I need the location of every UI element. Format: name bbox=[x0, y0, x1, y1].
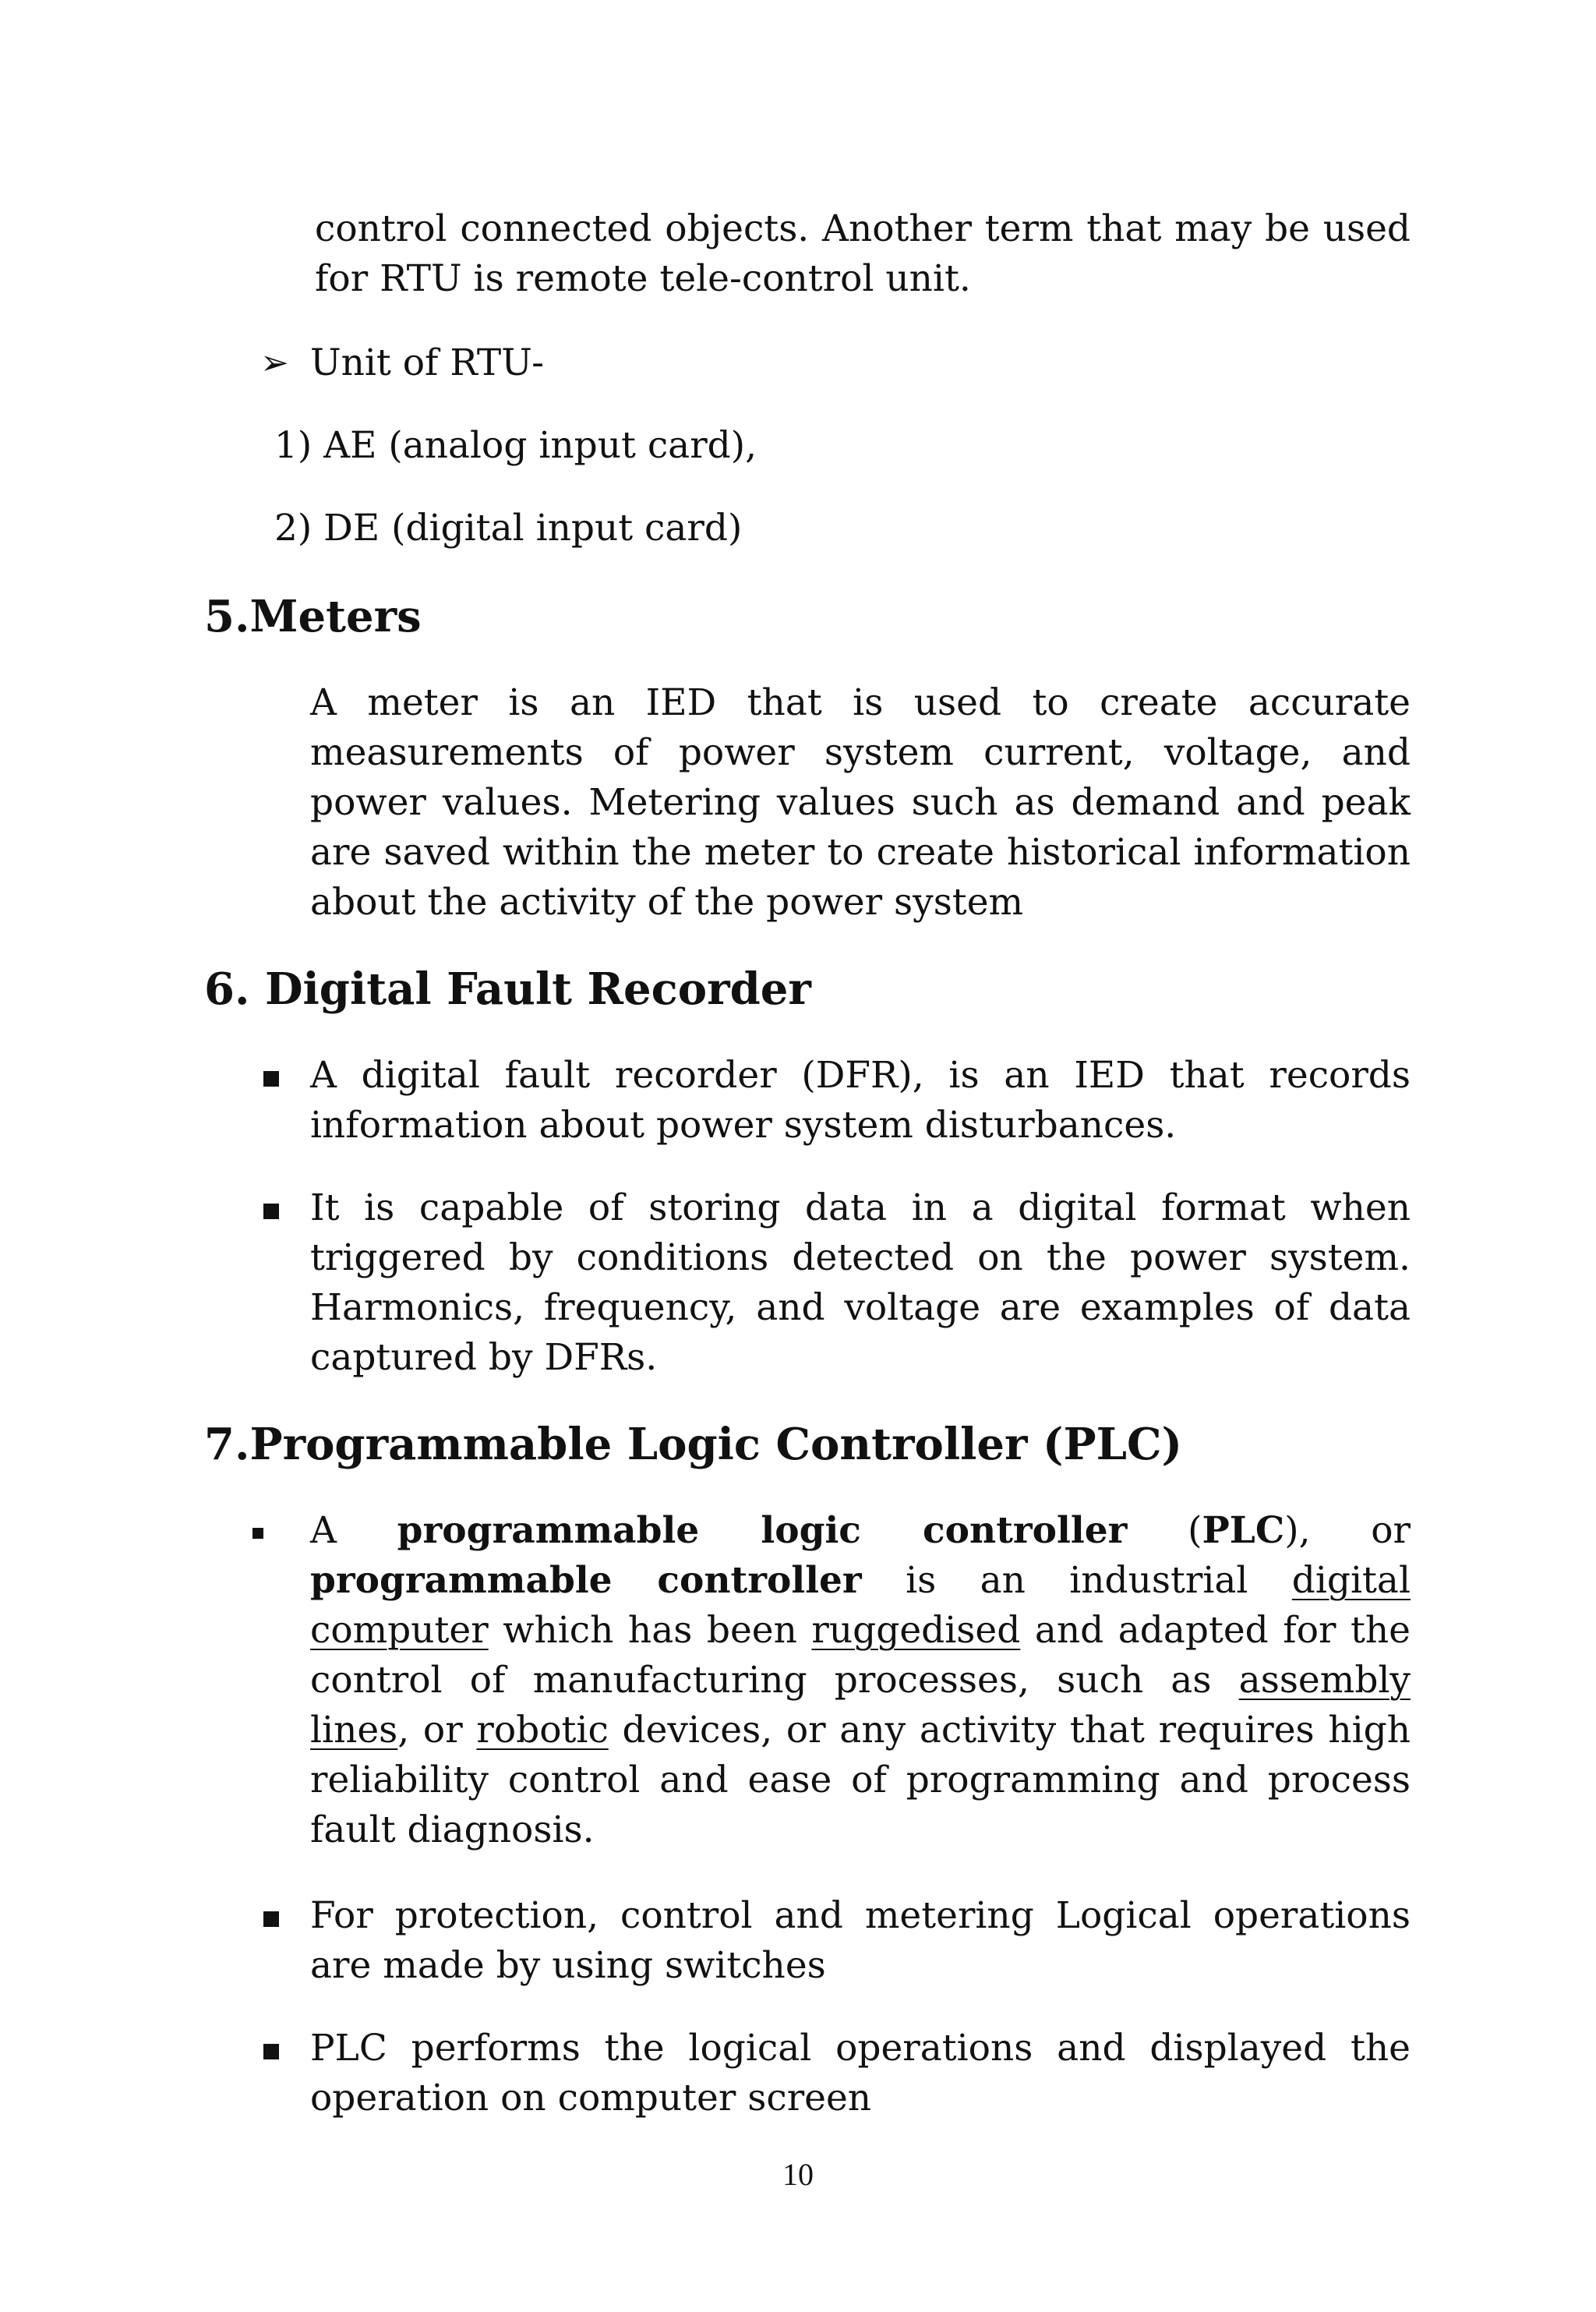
section-heading-plc: 7.Programmable Logic Controller (PLC) bbox=[204, 1419, 1183, 1470]
square-bullet-icon bbox=[263, 2044, 279, 2059]
dfr-bullet-text: A digital fault recorder (DFR), is an IED that records information about power system disturbances. bbox=[310, 1054, 1411, 1147]
definition-text: , or bbox=[397, 1709, 463, 1752]
rtu-unit-item: 2) DE (digital input card) bbox=[274, 507, 743, 550]
link-ruggedised[interactable]: ruggedised bbox=[811, 1609, 1021, 1652]
paren-open: ( bbox=[1188, 1509, 1202, 1552]
rtu-intro-text: control connected objects. Another term that may be used for RTU is remote tele-control unit. bbox=[315, 207, 1411, 300]
bold-term-plc: PLC bbox=[1202, 1509, 1285, 1552]
arrow-bullet-icon: ➢ bbox=[260, 343, 289, 383]
plc-bullet-text: PLC performs the logical operations and displayed the operation on computer screen bbox=[310, 2027, 1411, 2119]
link-robotic[interactable]: robotic bbox=[476, 1709, 609, 1752]
link-digital-computer[interactable]: digital computer bbox=[310, 1559, 1411, 1652]
paren-close-or: ), or bbox=[1284, 1509, 1411, 1552]
section-heading-meters: 5.Meters bbox=[204, 591, 422, 642]
definition-text: is an industrial bbox=[906, 1559, 1248, 1602]
definition-text: and adapted for the control of manufacturing processes, such as bbox=[310, 1609, 1411, 1702]
bold-term-programmable-logic-controller: programmable logic controller bbox=[397, 1509, 1128, 1552]
page-number: 10 bbox=[782, 2157, 814, 2192]
definition-text: devices, or any activity that requires high reliability control and ease of programming and process fault diagnosis. bbox=[310, 1709, 1411, 1851]
definition-article: A bbox=[310, 1509, 337, 1552]
rtu-units-heading: Unit of RTU- bbox=[310, 341, 544, 384]
plc-bullet-text: For protection, control and metering Logical operations are made by using switches bbox=[310, 1894, 1411, 1987]
section-heading-dfr: 6. Digital Fault Recorder bbox=[204, 963, 811, 1015]
square-bullet-icon bbox=[263, 1204, 279, 1219]
plc-definition-text bbox=[310, 1506, 1411, 1855]
definition-text: which has been bbox=[503, 1609, 797, 1652]
rtu-unit-item: 1) AE (analog input card), bbox=[274, 424, 757, 467]
square-bullet-icon bbox=[252, 1528, 263, 1539]
square-bullet-icon bbox=[263, 1071, 279, 1087]
square-bullet-icon bbox=[263, 1911, 279, 1927]
link-assembly-lines[interactable]: assembly lines bbox=[310, 1659, 1411, 1752]
dfr-bullet-text: It is capable of storing data in a digital format when triggered by conditions detected on the power system. Harmonics, frequency, and voltage are examples of data captured by DFRs. bbox=[310, 1186, 1411, 1379]
meters-body-text: A meter is an IED that is used to create accurate measurements of power system current, voltage, and power values. Metering values such as demand and peak are saved within the meter to create historical information about the activity of the power system bbox=[310, 681, 1411, 924]
bold-term-programmable-controller: programmable controller bbox=[310, 1559, 862, 1602]
